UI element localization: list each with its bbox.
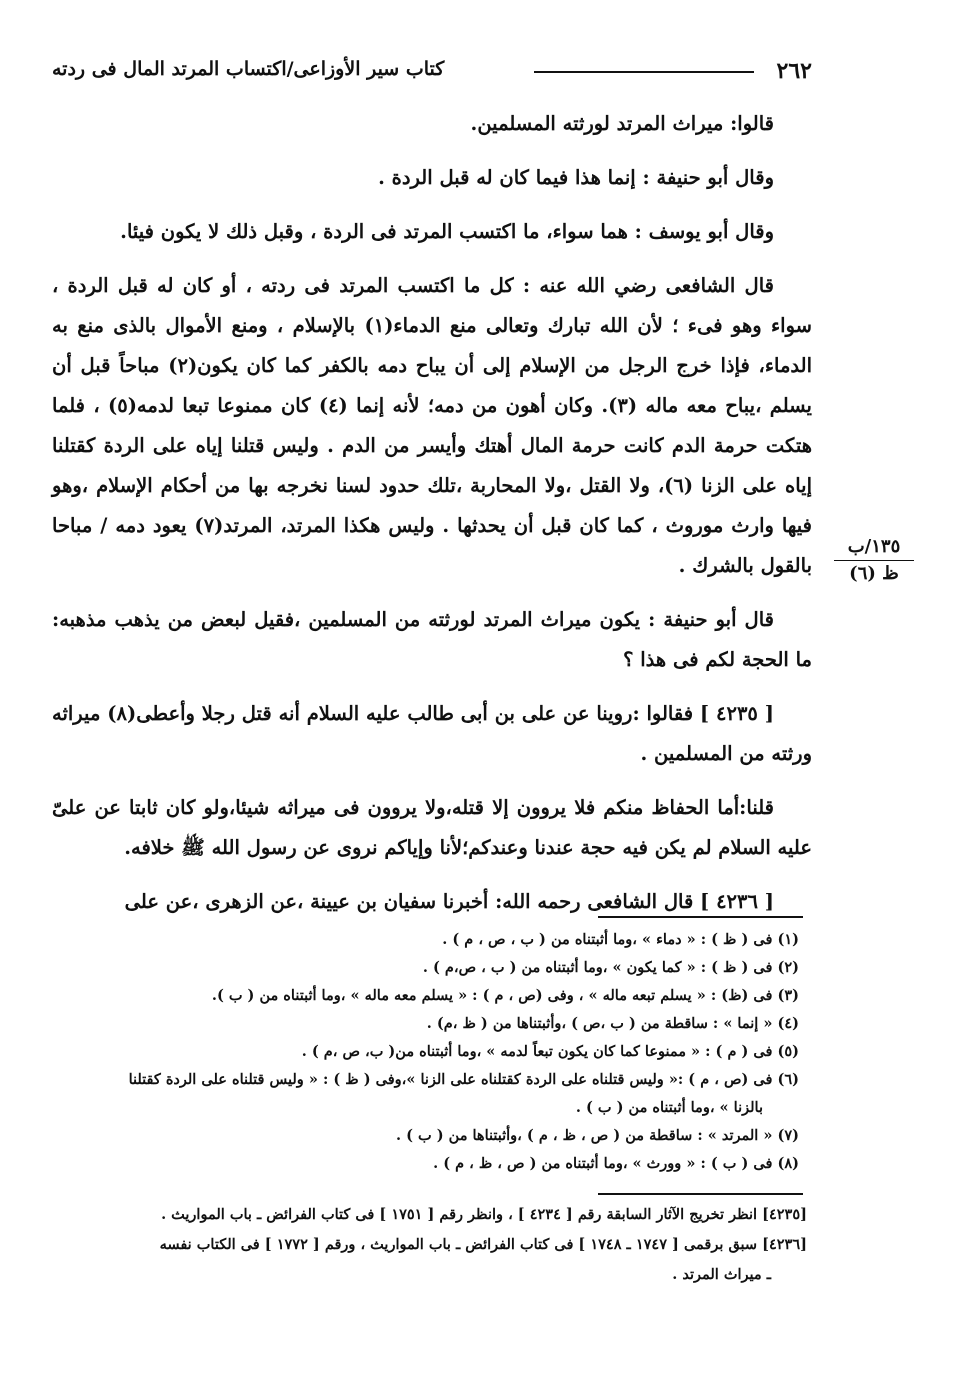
- footnote-rule: [598, 916, 803, 918]
- footnote: (٧) « المرتد » : ساقطة من ( ص ، ظ ، م ) ،وأثبتناها من ( ب ) .: [396, 1127, 799, 1144]
- paragraph-1: قالوا: ميراث المرتد لورثته المسلمين.: [470, 112, 774, 135]
- folio-reference: ١٣٥/ب: [847, 536, 901, 557]
- paragraph-4: [52, 266, 812, 586]
- source-references: [52, 1200, 807, 1290]
- running-head: كتاب سير الأوزاعى/اكتساب المرتد المال فى ردته: [52, 58, 445, 80]
- paragraph-8-text: رحمه الله: أخبرنا سفيان بن عيينة ،عن الزهرى ،عن على: [124, 890, 581, 913]
- page-header: [52, 58, 812, 88]
- paragraph-7: قلنا:أما الحفاظ منكم فلا يروون إلا قتله،ولا يروون فى ميراثه شيئا،ولو كان ثابتا عن علىّ عليه السلام لم يكن فيه حجة عندنا وعندكم؛لأنا وإياكم نروى عن رسول الله ﷺ خلافه.: [52, 796, 812, 859]
- reference-continuation: ـ ميراث المرتد .: [672, 1266, 771, 1283]
- paragraph-6: [52, 694, 812, 774]
- paragraph-6-text: فقالوا :روينا عن على بن أبى طالب عليه السلام أنه قتل رجلا وأعطى(٨) ميراثه ورثته من المسلمين .: [52, 702, 812, 765]
- footnote: (١) فى ( ظ ) : « دماء » ،وما أثبتناه من ( ب ، ص ، م ) .: [442, 931, 799, 948]
- paragraph-3: وقال أبو يوسف : هما سواء، ما اكتسب المرتد فى الردة ، وقبل ذلك لا يكون فيئا.: [120, 220, 774, 243]
- manuscript-folio-note: [826, 536, 922, 585]
- folio-reference-alt: ظ (٦): [849, 563, 899, 584]
- header-rule: [534, 71, 754, 73]
- reference-note: [٤٢٣٥] انظر تخريج الآثار السابقة رقم [ ٤٢٣٤ ] ، وانظر رقم [ ١٧٥١ ] فى كتاب الفرائض ـ باب المواريث .: [161, 1206, 807, 1223]
- paragraph-5: قال أبو حنيفة : يكون ميراث المرتد لورثته من المسلمين ،فقيل لبعض من يذهب مذهبه: ما الحجة لكم فى هذا ؟: [52, 608, 812, 671]
- footnote: (٢) فى ( ظ ) : « كما يكون » ،وما أثبتناه من ( ب ، ص،م ) .: [422, 959, 799, 976]
- page-number: ٢٦٢: [776, 58, 812, 84]
- footnotes: [52, 926, 807, 1178]
- footnote: (٤) « إنما » : ساقطة من ( ب ،ص ) ،وأثبتناها من ( ظ ،م) .: [426, 1015, 799, 1032]
- speaker-label: قال الشافعى رضي الله عنه: [539, 274, 774, 297]
- main-text: [52, 104, 812, 922]
- footnote: (٦) فى (ص ، م ) :« وليس قتلناه على الردة كقتلناه على الزنا »،وفى ( ظ ) : « وليس قتلناه على الردة كقتلنا: [128, 1071, 799, 1088]
- footnote: (٣) فى (ظ) : « يسلم تبعه ماله » ، وفى (ص ، م ) : « يسلم معه ماله » ،وما أثبتناه من ( ب ).: [211, 987, 799, 1004]
- footnote: (٥) فى ( م ) : « ممنوعا كما كان يكون تبعاً لدمه » ،وما أثبتناه من( ب، ص ،م ) .: [301, 1043, 799, 1060]
- folio-rule: [834, 560, 914, 561]
- footnote: (٨) فى ( ب ) : « وورث » ،وما أثبتناه من ( ص ، ظ ، م ) .: [433, 1155, 799, 1172]
- reference-note: [٤٢٣٦] سبق برقمى [ ١٧٤٧ ـ ١٧٤٨ ] فى كتاب الفرائض ـ باب المواريث ، ورقم [ ١٧٧٢ ] فى الكتاب نفسه: [159, 1236, 807, 1253]
- references-rule: [598, 1193, 803, 1195]
- report-number: [ ٤٢٣٥ ]: [699, 702, 775, 725]
- footnote-continuation: بالزنا » ،وما أثبتناه من ( ب ) .: [575, 1099, 763, 1116]
- paragraph-4-text: : كل ما اكتسب المرتد فى ردته ، أو كان له قبل الردة ، سواء وهو فىء ؛ لأن الله تبارك وتعالى منع الدماء(١) بالإسلام ، ومنع الأموال بالذى منع به الدماء، فإذا خرج الرجل من الإسلام إلى أن يباح دمه بالكفر كما كان يكون(٢) مباحاً قبل أن يسلم ،يباح معه ماله (٣). وكان أهون من دمه؛ لأنه إنما (٤) كان ممنوعا تبعا لدمه(٥) ، فلما هتكت حرمة الدم كانت حرمة المال أهتك وأيسر من الدم . وليس قتلنا إياه على الردة كقتلنا إياه على الزنا (٦)، ولا القتل ،ولا المحاربة ،تلك حدود لسنا نخرجه بها من أحكام الإسلام ،وهو فيها وارث موروث ، كما كان قبل أن يحدثها . وليس هكذا المرتد، المرتد(٧) يعود دمه / مباحا بالقول بالشرك .: [52, 274, 813, 577]
- paragraph-2: وقال أبو حنيفة : إنما هذا فيما كان له قبل الردة .: [378, 166, 774, 189]
- report-number: [ ٤٢٣٦ ] قال الشافعى: [587, 890, 774, 913]
